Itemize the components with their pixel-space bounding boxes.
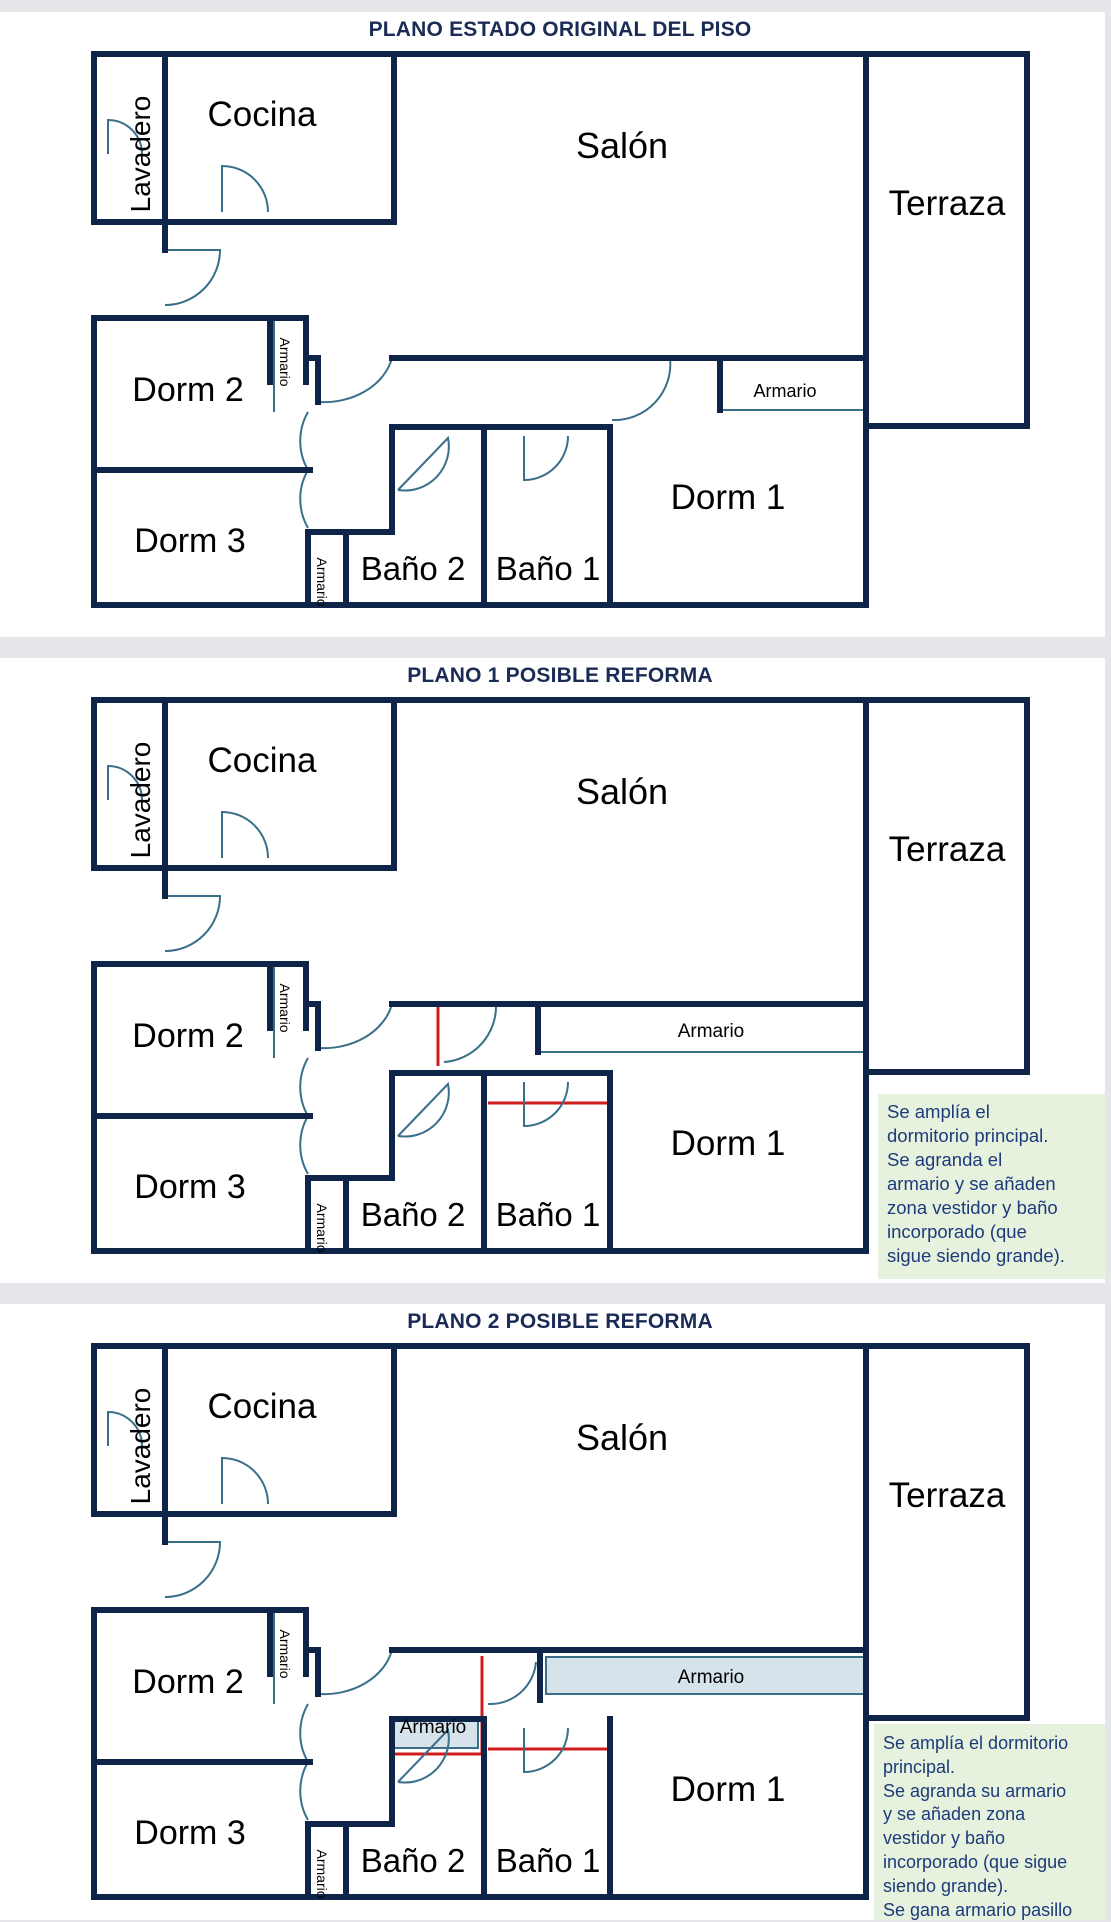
label-bano1: Baño 1: [495, 1842, 601, 1879]
door-hall: [165, 1542, 220, 1597]
door-vestidor: [444, 1004, 496, 1062]
door-vestidor: [488, 1662, 536, 1704]
door-cocina: [222, 812, 268, 858]
plan-title: PLANO ESTADO ORIGINAL DEL PISO: [368, 18, 752, 41]
label-lavadero: Lavadero: [125, 741, 156, 859]
door-hall: [165, 896, 220, 951]
door-dorm3: [300, 470, 308, 528]
label-cocina: Cocina: [207, 95, 317, 134]
label-armario-dorm1: Armario: [677, 1667, 745, 1688]
door-dorm2: [318, 358, 392, 402]
plan-title: PLANO 1 POSIBLE REFORMA: [407, 664, 713, 687]
door-hall-arc: [300, 1704, 308, 1762]
door-dorm2: [318, 1004, 392, 1048]
label-armario-pasillo: Armario: [399, 1717, 467, 1738]
label-salon: Salón: [575, 1417, 669, 1458]
label-terraza: Terraza: [888, 1476, 1006, 1515]
plan-original: [0, 12, 1105, 637]
reform-note: Se amplía el dormitorio principal. Se agranda el armario y se añaden zona vestidor y baño incorporado (que sigue siendo grande).: [878, 1094, 1105, 1279]
label-dorm3: Dorm 3: [134, 522, 246, 560]
label-bano2: Baño 2: [360, 1196, 466, 1233]
label-bano2: Baño 2: [360, 550, 466, 587]
plan-reforma-1: [0, 658, 1105, 1283]
label-armario-dorm3: Armario: [314, 1849, 330, 1899]
label-cocina: Cocina: [207, 1387, 317, 1426]
label-armario-dorm2: Armario: [277, 1629, 293, 1679]
label-dorm3: Dorm 3: [134, 1168, 246, 1206]
label-bano1: Baño 1: [495, 550, 601, 587]
plan-reforma-2: [0, 1304, 1105, 1920]
label-dorm2: Dorm 2: [132, 1017, 244, 1055]
door-bano1: [524, 436, 568, 480]
label-armario-dorm3: Armario: [314, 557, 330, 607]
label-dorm1: Dorm 1: [670, 1124, 786, 1163]
label-salon: Salón: [575, 125, 669, 166]
label-armario-dorm2: Armario: [277, 337, 293, 387]
label-salon: Salón: [575, 771, 669, 812]
label-armario-dorm3: Armario: [314, 1203, 330, 1253]
label-terraza: Terraza: [888, 184, 1006, 223]
door-bano2: [398, 438, 449, 491]
label-bano1: Baño 1: [495, 1196, 601, 1233]
label-terraza: Terraza: [888, 830, 1006, 869]
door-cocina: [222, 166, 268, 212]
door-hall-arc: [300, 412, 308, 470]
room-labels: [125, 95, 1006, 607]
door-dorm1: [612, 358, 670, 420]
label-cocina: Cocina: [207, 741, 317, 780]
room-labels: [125, 741, 1006, 1253]
floor-plan-original: [0, 12, 1105, 637]
door-dorm3: [300, 1116, 308, 1174]
label-lavadero: Lavadero: [125, 1387, 156, 1505]
label-armario-dorm2: Armario: [277, 983, 293, 1033]
label-dorm3: Dorm 3: [134, 1814, 246, 1852]
door-dorm2: [318, 1650, 392, 1694]
label-bano2: Baño 2: [360, 1842, 466, 1879]
reform-note: Se amplía el dormitorio principal. Se agranda su armario y se añaden zona vestidor y baño incorporado (que sigue siendo grande). Se gana armario pasillo: [874, 1724, 1105, 1920]
door-bano2: [398, 1084, 449, 1137]
door-dorm3: [300, 1762, 308, 1820]
label-armario-dorm1: Armario: [753, 381, 817, 401]
label-armario-dorm1: Armario: [677, 1021, 745, 1042]
door-hall: [165, 250, 220, 305]
label-lavadero: Lavadero: [125, 95, 156, 213]
label-dorm1: Dorm 1: [670, 478, 786, 517]
label-dorm2: Dorm 2: [132, 371, 244, 409]
label-dorm2: Dorm 2: [132, 1663, 244, 1701]
door-cocina: [222, 1458, 268, 1504]
label-dorm1: Dorm 1: [670, 1770, 786, 1809]
plan-title: PLANO 2 POSIBLE REFORMA: [407, 1310, 713, 1333]
door-hall-arc: [300, 1058, 308, 1116]
